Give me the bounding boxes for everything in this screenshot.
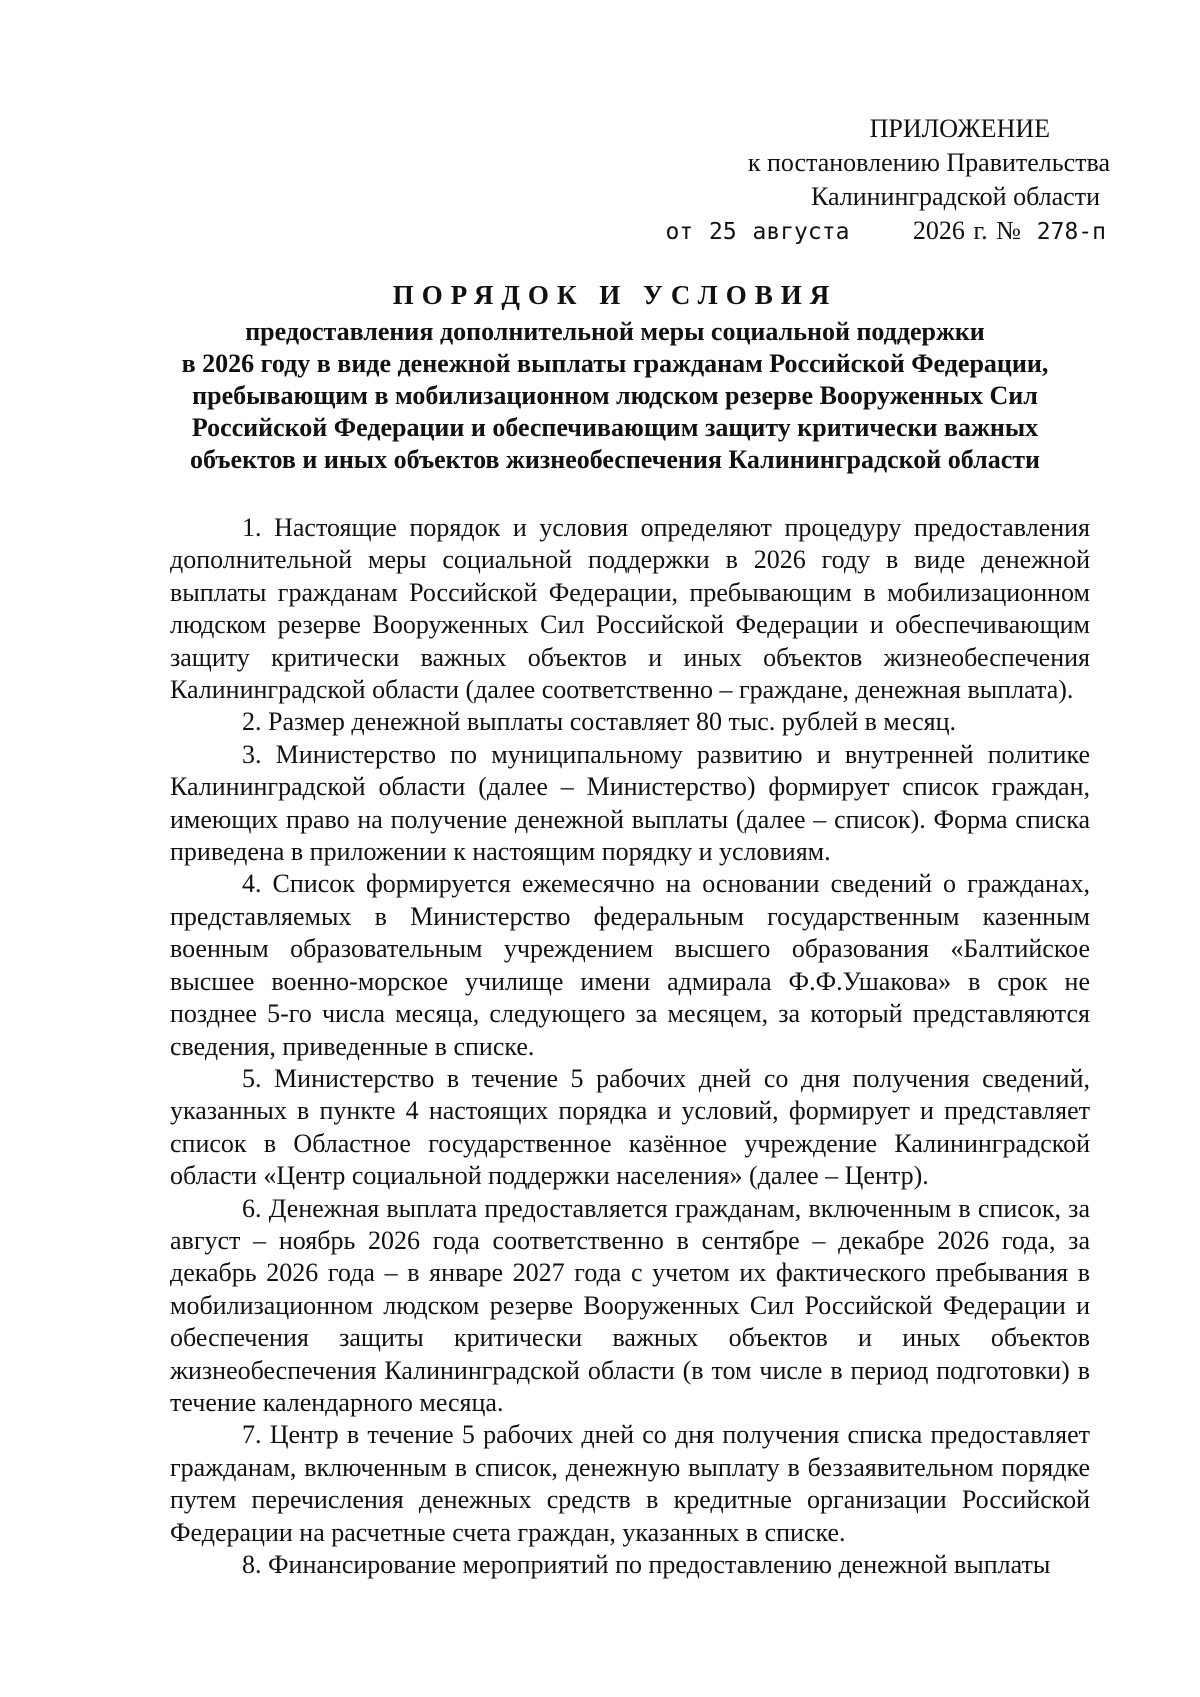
paragraph-2: 2. Размер денежной выплаты составляет 80 тыс. рублей в месяц. — [242, 707, 956, 737]
appendix-number: 278-п — [1036, 219, 1106, 245]
appendix-year: 2026 г. № — [912, 216, 1021, 245]
subtitle-line-4: Российской Федерации и обеспечивающим защиту критически важных — [191, 413, 1039, 442]
appendix-line-2: к постановлению Правительства — [747, 148, 1110, 177]
paragraph-4: 4. Список формируется ежемесячно на основании сведений о гражданах, представляемых в Министерство федеральным государственным казенным военным образовательным учреждением высшего образования «Балтийское высшее военно-морское училище имени адмирала Ф.Ф.Ушакова» в срок не позднее 5-го числа месяца, следующего за месяцем, за который представляются сведения, приведенные в списке. — [170, 869, 1090, 1061]
subtitle-line-1: предоставления дополнительной меры социальной поддержки — [245, 317, 985, 346]
appendix-line-3: Калининградской области — [810, 182, 1100, 211]
paragraph-7: 7. Центр в течение 5 рабочих дней со дня получения списка предоставляет гражданам, включенным в список, денежную выплату в беззаявительном порядке путем перечисления денежных средств в кредитные организации Российской Федерации на расчетные счета граждан, указанных в списке. — [170, 1420, 1090, 1547]
subtitle-line-3: пребывающим в мобилизационном людском резерве Вооруженных Сил — [192, 381, 1038, 410]
subtitle-line-2: в 2026 году в виде денежной выплаты гражданам Российской Федерации, — [181, 349, 1049, 378]
document-title: ПОРЯДОК И УСЛОВИЯ — [392, 280, 838, 310]
appendix-date-line — [630, 214, 1110, 249]
appendix-label: ПРИЛОЖЕНИЕ — [869, 114, 1050, 143]
paragraph-6: 6. Денежная выплата предоставляется гражданам, включенным в список, за август – ноябрь 2026 года соответственно в сентябре – декабре 2026 года, за декабрь 2026 года – в январе 2027 года с учетом их фактического пребывания в мобилизационном людском резерве Вооруженных Сил Российской Федерации и обеспечения защиты критически важных объектов и иных объектов жизнеобеспечения Калининградской области (в том числе в период подготовки) в течение календарного месяца. — [170, 1193, 1090, 1417]
document-heading — [150, 276, 1080, 476]
paragraph-1: 1. Настоящие порядок и условия определяют процедуру предоставления дополнительной меры социальной поддержки в 2026 году в виде денежной выплаты гражданам Российской Федерации, пребывающим в мобилизационном людском резерве Вооруженных Сил Российской Федерации и обеспечивающим защиту критически важных объектов и иных объектов жизнеобеспечения Калининградской области (далее соответственно – граждане, денежная выплата). — [170, 513, 1090, 705]
paragraph-8: 8. Финансирование мероприятий по предоставлению денежной выплаты — [242, 1550, 1051, 1579]
appendix-block — [630, 112, 1110, 249]
paragraph-5: 5. Министерство в течение 5 рабочих дней со дня получения сведений, указанных в пункте 4 настоящих порядка и условий, формирует и представляет список в Областное государственное казённое учреждение Калининградской области «Центр социальной поддержки населения» (далее – Центр). — [170, 1063, 1090, 1191]
paragraph-3: 3. Министерство по муниципальному развитию и внутренней политике Калининградской области (далее – Министерство) формирует список граждан, имеющих право на получение денежной выплаты (далее – список). Форма списка приведена в приложении к настоящим порядку и условиям. — [170, 739, 1090, 867]
document-body — [170, 512, 1090, 1581]
subtitle-line-5: объектов и иных объектов жизнеобеспечения Калининградской области — [190, 445, 1040, 474]
appendix-date: от 25 августа — [665, 219, 850, 245]
